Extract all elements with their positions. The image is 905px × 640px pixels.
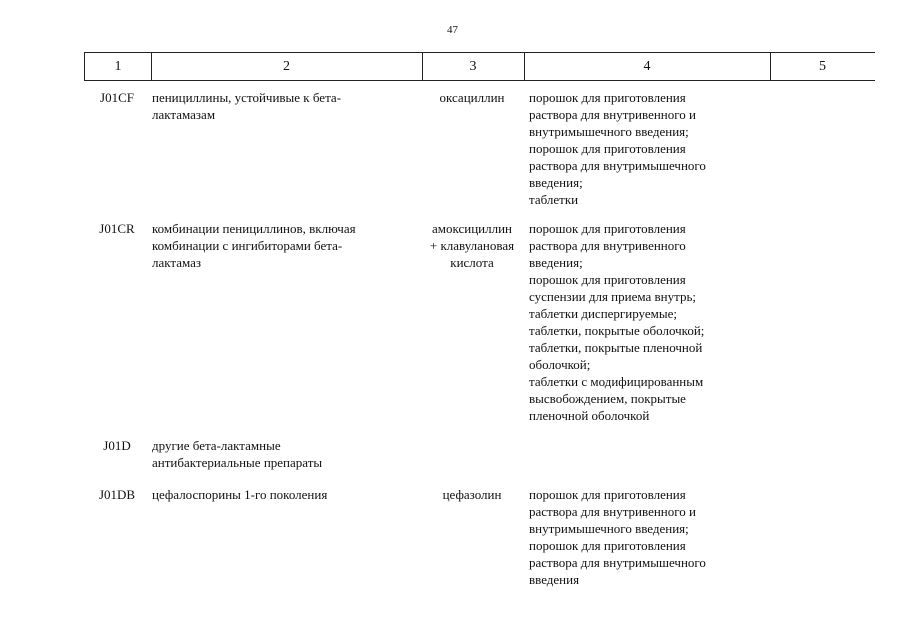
column-header-1: 1 <box>85 53 152 80</box>
column-header-2: 2 <box>151 53 423 80</box>
atc-code: J01DB <box>98 487 136 502</box>
atc-code: J01CR <box>99 221 135 236</box>
column-header-3: 3 <box>422 53 525 80</box>
column-header-4: 4 <box>524 53 771 80</box>
dosage-forms: порошок для приготовления раствора для внутривенного введения; порошок для приготовления суспензии для приема внутрь; таблетки диспергируемые; таблетки, покрытые оболочкой; таблетки, покрытые пленочной оболочкой; таблетки с модифицированным высвобождением, покрытые пленочной оболочкой <box>529 221 705 423</box>
pharmacological-group: пенициллины, устойчивые к бета- лактамазам <box>152 90 342 122</box>
pharmacological-group: цефалоспорины 1-го поколения <box>152 487 328 502</box>
drug-table <box>84 52 875 587</box>
table-header-row <box>84 52 875 81</box>
drug-name: цефазолин <box>442 487 502 502</box>
dosage-forms: порошок для приготовления раствора для внутривенного и внутримышечного введения; порошок для приготовления раствора для внутримышечного введения; таблетки <box>529 90 706 207</box>
pharmacological-group: другие бета-лактамные антибактериальные препараты <box>152 438 323 470</box>
dosage-forms: порошок для приготовления раствора для внутривенного и внутримышечного введения; порошок для приготовления раствора для внутримышечного введения <box>529 487 706 587</box>
atc-code: J01CF <box>100 90 134 105</box>
page-number: 47 <box>447 24 458 36</box>
drug-name: амоксициллин + клавулановая кислота <box>429 221 515 270</box>
pharmacological-group: комбинации пенициллинов, включая комбинации с ингибиторами бета- лактамаз <box>152 221 356 270</box>
atc-code: J01D <box>103 438 131 453</box>
drug-name: оксациллин <box>439 90 505 105</box>
column-header-5: 5 <box>819 59 826 74</box>
